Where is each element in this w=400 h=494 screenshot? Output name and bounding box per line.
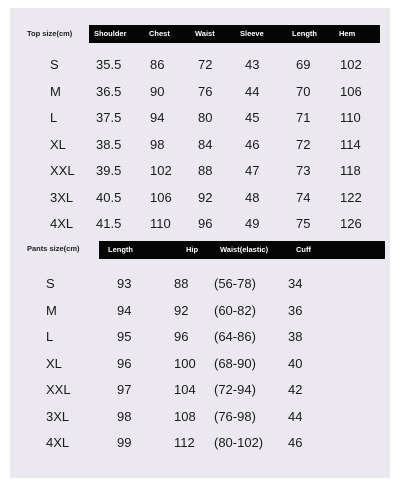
top-value-cell: 80 [198, 110, 213, 125]
top-value-cell: 126 [340, 216, 362, 231]
top-value-cell: 71 [296, 110, 311, 125]
top-value-cell: 102 [150, 163, 172, 178]
top-value-cell: 122 [340, 189, 362, 205]
top-value-cell: 86 [150, 57, 165, 72]
pants-value-cell: (72-94) [214, 382, 256, 397]
top-value-cell: 98 [150, 136, 165, 152]
pants-size-label: M [46, 302, 57, 318]
top-value-cell: 106 [150, 189, 172, 205]
pants-value-cell: 34 [288, 276, 303, 291]
pants-value-cell: 99 [117, 435, 132, 450]
top-size-title: Top size(cm) [27, 29, 73, 38]
pants-header-cuff: Cuff [296, 245, 311, 254]
pants-header-waist-elastic: Waist(elastic) [220, 245, 269, 254]
top-header-length: Length [292, 29, 317, 38]
top-value-cell: 49 [245, 216, 260, 231]
pants-value-cell: 42 [288, 382, 303, 397]
pants-size-label: XL [46, 355, 62, 371]
pants-size-label: 4XL [46, 435, 70, 450]
top-value-cell: 102 [340, 57, 362, 72]
top-value-cell: 110 [340, 110, 361, 125]
pants-value-cell: 40 [288, 355, 303, 371]
pants-header-hip: Hip [186, 245, 199, 254]
pants-value-cell: (68-90) [214, 355, 256, 371]
pants-value-cell: 44 [288, 408, 303, 424]
top-value-cell: 114 [340, 136, 361, 152]
pants-value-cell: (64-86) [214, 329, 256, 344]
top-value-cell: 92 [198, 189, 213, 205]
pants-value-cell: 92 [174, 302, 189, 318]
top-value-cell: 70 [296, 83, 311, 99]
pants-value-cell: (80-102) [214, 435, 264, 450]
top-value-cell: 72 [296, 136, 311, 152]
top-value-cell: 72 [198, 57, 213, 72]
top-value-cell: 48 [245, 189, 260, 205]
pants-value-cell: 88 [174, 276, 189, 291]
pants-value-cell: 38 [288, 329, 303, 344]
pants-value-cell: 93 [117, 276, 132, 291]
top-value-cell: 88 [198, 163, 213, 178]
top-size-label: 4XL [50, 216, 74, 231]
pants-header-bar [99, 241, 385, 259]
top-value-cell: 74 [296, 189, 311, 205]
top-size-label: 3XL [50, 189, 74, 205]
pants-value-cell: 46 [288, 435, 303, 450]
pants-header-length: Length [108, 245, 133, 254]
pants-size-label: XXL [46, 382, 71, 397]
pants-value-cell: 108 [174, 408, 196, 424]
top-header-sleeve: Sleeve [240, 29, 264, 38]
size-chart-card [10, 8, 390, 478]
top-value-cell: 118 [340, 163, 361, 178]
top-value-cell: 106 [340, 83, 362, 99]
top-value-cell: 75 [296, 216, 311, 231]
top-size-label: L [50, 110, 58, 125]
top-value-cell: 38.5 [96, 136, 122, 152]
top-value-cell: 44 [245, 83, 260, 99]
pants-value-cell: (76-98) [214, 408, 256, 424]
pants-value-cell: 97 [117, 382, 132, 397]
pants-size-title: Pants size(cm) [27, 244, 80, 253]
top-value-cell: 94 [150, 110, 165, 125]
top-value-cell: 36.5 [96, 83, 122, 99]
top-header-bar [89, 25, 380, 43]
top-value-cell: 37.5 [96, 110, 122, 125]
top-size-label: S [50, 57, 59, 72]
top-value-cell: 84 [198, 136, 213, 152]
top-value-cell: 110 [150, 216, 171, 231]
top-header-waist: Waist [195, 29, 215, 38]
pants-value-cell: 104 [174, 382, 196, 397]
pants-value-cell: 95 [117, 329, 132, 344]
pants-value-cell: 36 [288, 302, 303, 318]
top-value-cell: 43 [245, 57, 260, 72]
pants-value-cell: (56-78) [214, 276, 256, 291]
top-value-cell: 73 [296, 163, 311, 178]
top-value-cell: 76 [198, 83, 213, 99]
top-size-label: XXL [50, 163, 75, 178]
pants-value-cell: 94 [117, 302, 132, 318]
top-size-label: M [50, 83, 61, 99]
top-value-cell: 45 [245, 110, 260, 125]
top-value-cell: 40.5 [96, 189, 122, 205]
pants-value-cell: (60-82) [214, 302, 256, 318]
pants-value-cell: 96 [117, 355, 132, 371]
top-value-cell: 69 [296, 57, 311, 72]
top-header-shoulder: Shoulder [94, 29, 127, 38]
pants-size-label: 3XL [46, 408, 70, 424]
pants-value-cell: 98 [117, 408, 132, 424]
top-size-label: XL [50, 136, 66, 152]
top-value-cell: 41.5 [96, 216, 122, 231]
pants-value-cell: 96 [174, 329, 189, 344]
top-header-hem: Hem [339, 29, 356, 38]
top-value-cell: 90 [150, 83, 165, 99]
top-header-chest: Chest [149, 29, 170, 38]
top-value-cell: 35.5 [96, 57, 122, 72]
pants-size-label: L [46, 329, 54, 344]
pants-value-cell: 112 [174, 435, 195, 450]
top-value-cell: 96 [198, 216, 213, 231]
top-value-cell: 39.5 [96, 163, 122, 178]
pants-value-cell: 100 [174, 355, 196, 371]
top-value-cell: 47 [245, 163, 260, 178]
pants-size-label: S [46, 276, 55, 291]
top-value-cell: 46 [245, 136, 260, 152]
